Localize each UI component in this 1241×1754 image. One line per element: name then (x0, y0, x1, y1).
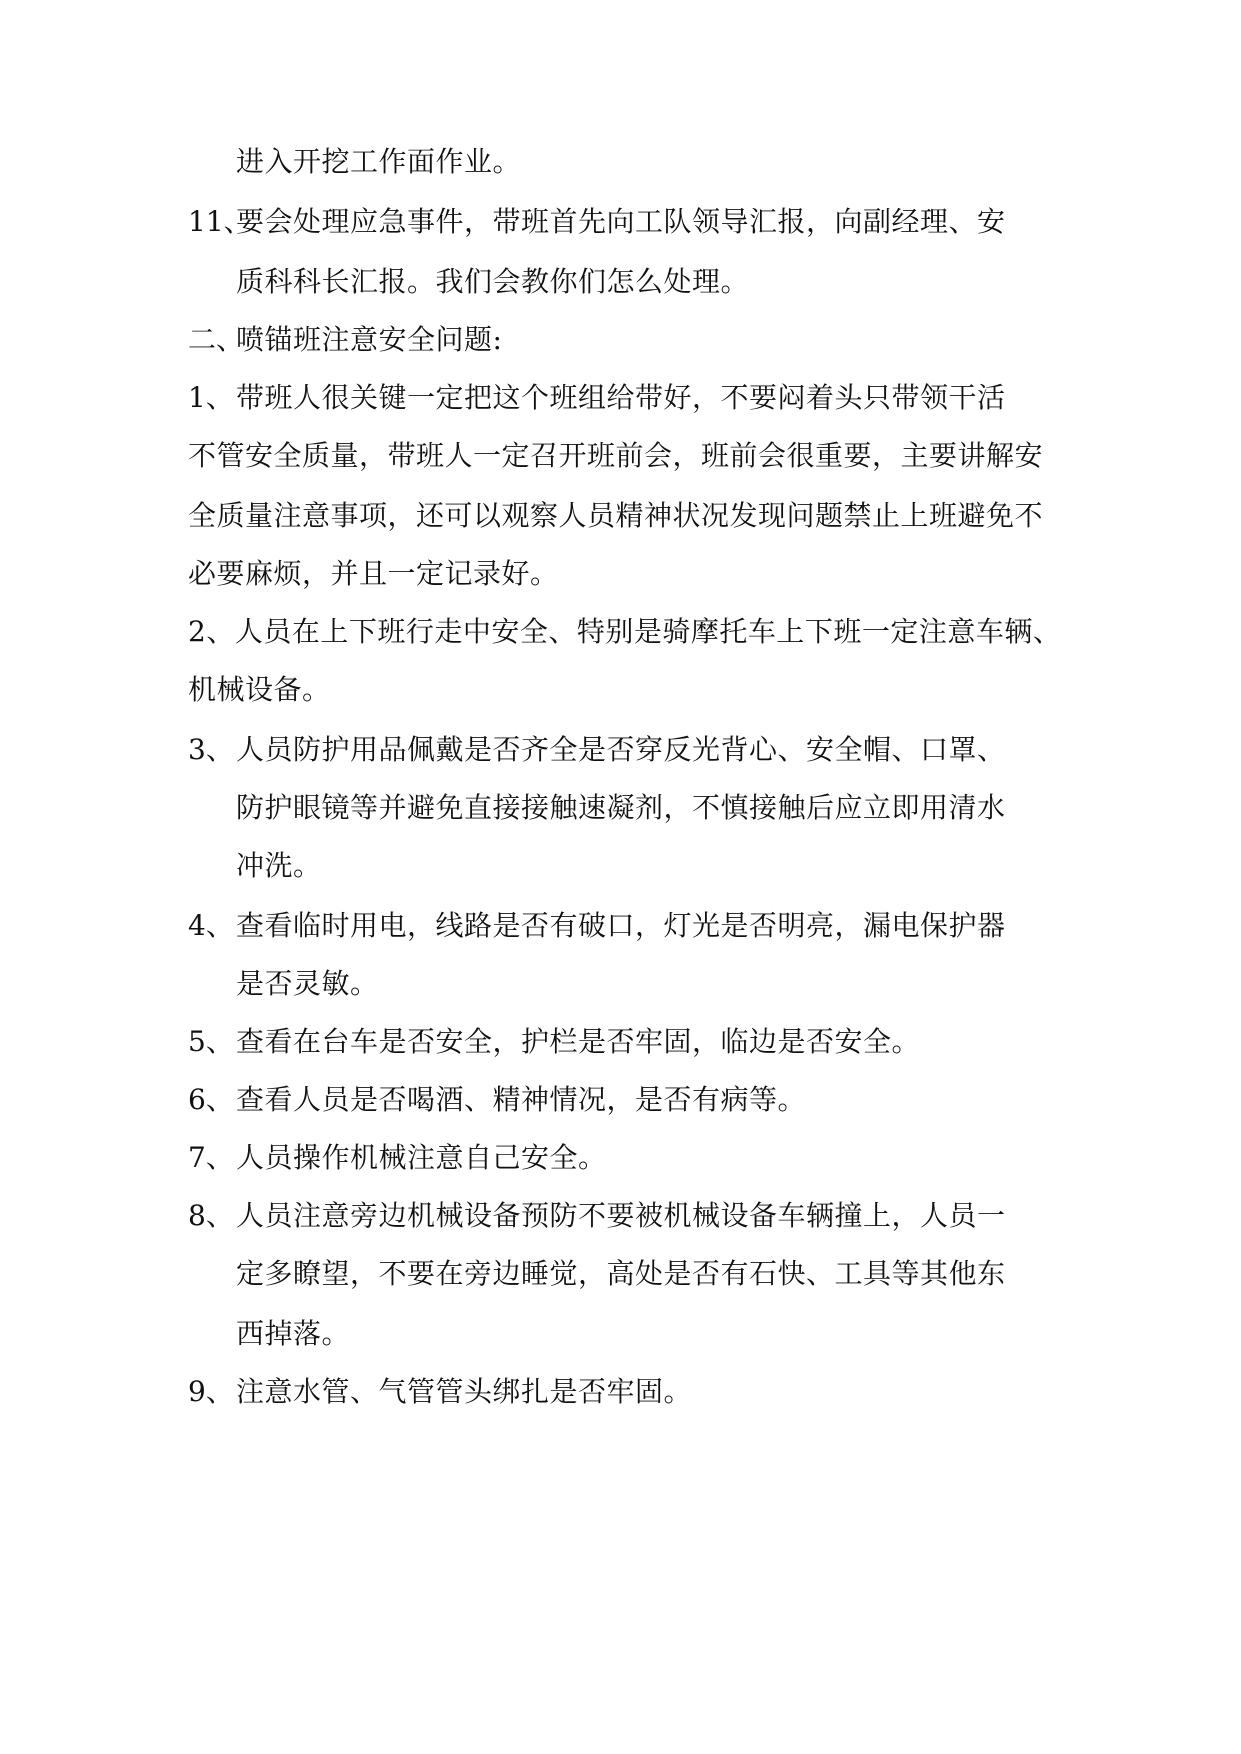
item-number: 3、 (188, 733, 234, 766)
text-line: 冲洗。 (236, 849, 322, 882)
item-number: 6、 (188, 1083, 234, 1116)
item-number: 8、 (188, 1199, 234, 1232)
text-line: 带班人很关键一定把这个班组给带好，不要闷着头只带领干活 (236, 381, 1006, 414)
text-line: 质科科长汇报。我们会教你们怎么处理。 (236, 265, 750, 298)
text-line: 防护眼镜等并避免直接接触速凝剂，不慎接触后应立即用清水 (236, 791, 1006, 824)
text-line: 人员防护用品佩戴是否齐全是否穿反光背心、安全帽、口罩、 (236, 733, 1006, 766)
text-line: 人员操作机械注意自己安全。 (236, 1141, 607, 1174)
text-line: 是否灵敏。 (236, 967, 379, 1000)
item-number: 11、 (188, 205, 252, 238)
text-line: 进入开挖工作面作业。 (236, 145, 522, 178)
text-line: 查看人员是否喝酒、精神情况，是否有病等。 (236, 1083, 807, 1116)
text-line: 必要麻烦，并且一定记录好。 (188, 557, 559, 590)
text-line: 要会处理应急事件，带班首先向工队领导汇报，向副经理、安 (236, 205, 1006, 238)
item-number: 5、 (188, 1025, 234, 1058)
item-number: 9、 (188, 1375, 234, 1408)
text-line: 查看在台车是否安全，护栏是否牢固，临边是否安全。 (236, 1025, 921, 1058)
text-line: 机械设备。 (188, 673, 331, 706)
text-line: 2、人员在上下班行走中安全、特别是骑摩托车上下班一定注意车辆、 (188, 615, 1062, 648)
section-number: 二、 (188, 323, 245, 356)
item-number: 1、 (188, 381, 234, 414)
item-number: 4、 (188, 909, 234, 942)
section-heading: 喷锚班注意安全问题: (236, 323, 503, 356)
text-line: 注意水管、气管管头绑扎是否牢固。 (236, 1375, 693, 1408)
text-line: 人员注意旁边机械设备预防不要被机械设备车辆撞上，人员一 (236, 1199, 1006, 1232)
text-line: 查看临时用电，线路是否有破口，灯光是否明亮，漏电保护器 (236, 909, 1006, 942)
item-number: 7、 (188, 1141, 234, 1174)
text-line: 定多瞭望，不要在旁边睡觉，高处是否有石快、工具等其他东 (236, 1257, 1006, 1290)
text-line: 西掉落。 (236, 1317, 351, 1350)
text-line: 全质量注意事项，还可以观察人员精神状况发现问题禁止上班避免不 (188, 499, 1044, 532)
text-line: 不管安全质量，带班人一定召开班前会，班前会很重要，主要讲解安 (188, 439, 1044, 472)
